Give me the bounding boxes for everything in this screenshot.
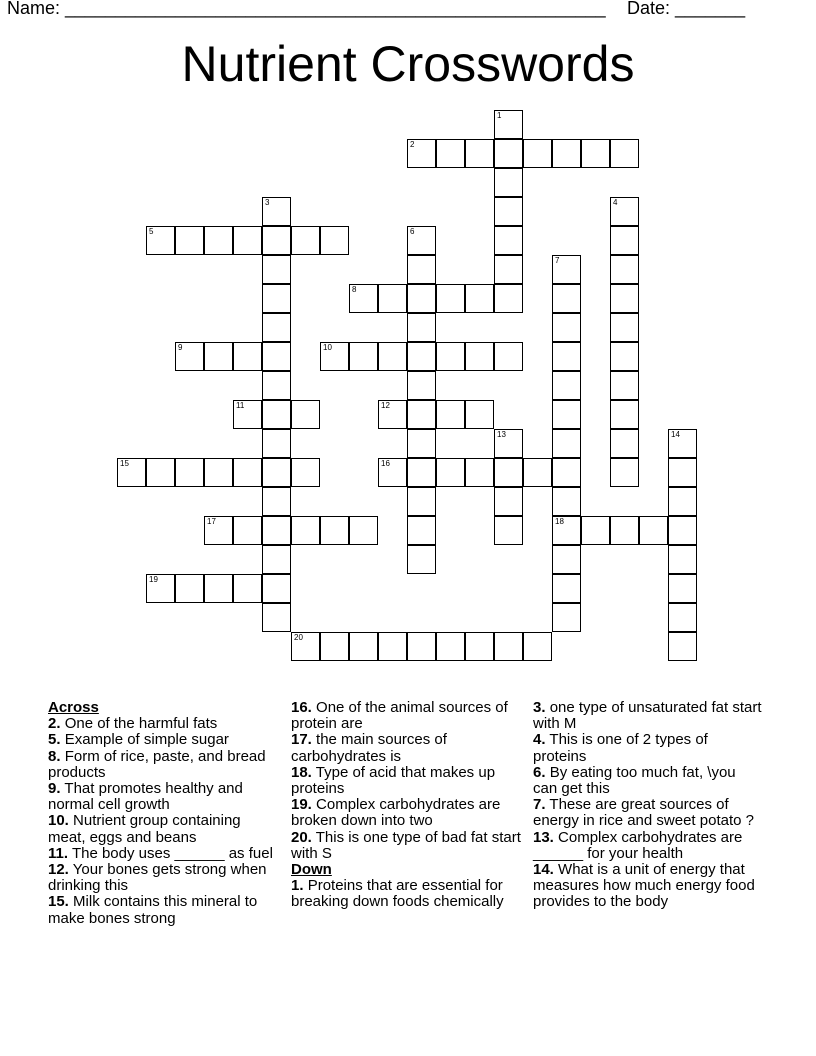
clue-across-9: 9. That promotes healthy and normal cell growth (48, 780, 243, 814)
name-label: Name: (7, 0, 61, 18)
grid-cell[interactable] (494, 139, 523, 168)
grid-cell[interactable] (610, 197, 639, 226)
grid-cell[interactable] (668, 487, 697, 516)
grid-cell[interactable] (378, 458, 407, 487)
grid-cell[interactable] (494, 516, 523, 545)
grid-cell[interactable] (291, 516, 320, 545)
grid-cell[interactable] (262, 197, 291, 226)
grid-cell[interactable] (262, 574, 291, 603)
grid-cell[interactable] (639, 516, 668, 545)
grid-cell[interactable] (494, 110, 523, 139)
cell-number: 7 (555, 256, 560, 265)
clue-across-16: 16. One of the animal sources of protein are (291, 699, 508, 733)
grid-cell[interactable] (610, 139, 639, 168)
grid-cell[interactable] (610, 429, 639, 458)
grid-cell[interactable] (552, 313, 581, 342)
grid-cell[interactable] (407, 632, 436, 661)
grid-cell[interactable] (668, 516, 697, 545)
clue-across-12: 12. Your bones gets strong when drinking this (48, 861, 267, 895)
grid-cell[interactable] (349, 284, 378, 313)
grid-cell[interactable] (407, 284, 436, 313)
cell-number: 2 (410, 140, 415, 149)
grid-cell[interactable] (378, 400, 407, 429)
grid-cell[interactable] (494, 226, 523, 255)
grid-cell[interactable] (668, 458, 697, 487)
date-blank: _______ (675, 0, 746, 18)
cell-number: 10 (323, 343, 332, 352)
grid-cell[interactable] (552, 255, 581, 284)
grid-cell[interactable] (291, 400, 320, 429)
grid-cell[interactable] (610, 342, 639, 371)
grid-cell[interactable] (407, 400, 436, 429)
cell-number: 17 (207, 517, 216, 526)
clue-across-17: 17. the main sources of carbohydrates is (291, 731, 447, 765)
cell-number: 11 (236, 401, 245, 410)
grid-cell[interactable] (233, 342, 262, 371)
grid-cell[interactable] (552, 545, 581, 574)
grid-cell[interactable] (668, 429, 697, 458)
grid-cell[interactable] (262, 342, 291, 371)
grid-cell[interactable] (494, 284, 523, 313)
clue-across-11: 11. The body uses ______ as fuel (48, 844, 273, 862)
clue-down-4: 4. This is one of 2 types of proteins (533, 731, 708, 765)
grid-cell[interactable] (320, 342, 349, 371)
cell-number: 3 (265, 198, 270, 207)
grid-cell[interactable] (407, 226, 436, 255)
cell-number: 5 (149, 227, 154, 236)
down-heading: Down (291, 861, 332, 879)
grid-cell[interactable] (204, 574, 233, 603)
grid-cell[interactable] (146, 574, 175, 603)
cell-number: 14 (671, 430, 680, 439)
grid-cell[interactable] (407, 139, 436, 168)
grid-cell[interactable] (320, 226, 349, 255)
cell-number: 9 (178, 343, 183, 352)
grid-cell[interactable] (378, 284, 407, 313)
grid-cell[interactable] (465, 139, 494, 168)
grid-cell[interactable] (552, 400, 581, 429)
grid-cell[interactable] (262, 400, 291, 429)
grid-cell[interactable] (407, 255, 436, 284)
grid-cell[interactable] (262, 458, 291, 487)
grid-cell[interactable] (581, 139, 610, 168)
clue-across-18: 18. Type of acid that makes up proteins (291, 763, 496, 798)
cell-number: 16 (381, 459, 390, 468)
clue-down-14: 14. What is a unit of energy that measures how much energy food provides to the body (533, 861, 755, 911)
grid-cell[interactable] (262, 516, 291, 545)
grid-cell[interactable] (378, 342, 407, 371)
grid-cell[interactable] (407, 342, 436, 371)
grid-cell[interactable] (610, 255, 639, 284)
grid-cell[interactable] (610, 458, 639, 487)
grid-cell[interactable] (175, 342, 204, 371)
grid-cell[interactable] (552, 516, 581, 545)
grid-cell[interactable] (262, 487, 291, 516)
grid-cell[interactable] (175, 226, 204, 255)
grid-cell[interactable] (349, 342, 378, 371)
grid-cell[interactable] (494, 487, 523, 516)
grid-cell[interactable] (465, 342, 494, 371)
cell-number: 12 (381, 401, 390, 410)
cell-number: 13 (497, 430, 506, 439)
grid-cell[interactable] (436, 284, 465, 313)
grid-cell[interactable] (494, 168, 523, 197)
cell-number: 20 (294, 633, 303, 642)
grid-cell[interactable] (349, 516, 378, 545)
clue-column-2 (291, 700, 521, 911)
grid-cell[interactable] (233, 400, 262, 429)
grid-cell[interactable] (494, 632, 523, 661)
grid-cell[interactable] (494, 429, 523, 458)
grid-cell[interactable] (523, 458, 552, 487)
grid-cell[interactable] (407, 516, 436, 545)
clue-across-10: 10. Nutrient group containing meat, eggs and beans (48, 812, 241, 846)
grid-cell[interactable] (291, 458, 320, 487)
grid-cell[interactable] (465, 400, 494, 429)
grid-cell[interactable] (320, 516, 349, 545)
grid-cell[interactable] (262, 545, 291, 574)
grid-cell[interactable] (436, 342, 465, 371)
grid-cell[interactable] (552, 139, 581, 168)
grid-cell[interactable] (523, 139, 552, 168)
grid-cell[interactable] (610, 516, 639, 545)
grid-cell[interactable] (146, 226, 175, 255)
grid-cell[interactable] (204, 226, 233, 255)
clue-down-1: 1. Proteins that are essential for breaking down foods chemically (291, 877, 504, 911)
grid-cell[interactable] (407, 545, 436, 574)
clue-down-13: 13. Complex carbohydrates are ______ for your health (533, 828, 743, 862)
grid-cell[interactable] (552, 371, 581, 400)
grid-cell[interactable] (233, 458, 262, 487)
grid-cell[interactable] (494, 458, 523, 487)
grid-cell[interactable] (407, 313, 436, 342)
cell-number: 15 (120, 459, 129, 468)
grid-cell[interactable] (465, 458, 494, 487)
grid-cell[interactable] (262, 284, 291, 313)
cell-number: 18 (555, 517, 564, 526)
across-heading: Across (48, 699, 99, 716)
grid-cell[interactable] (262, 429, 291, 458)
grid-cell[interactable] (378, 632, 407, 661)
grid-cell[interactable] (552, 458, 581, 487)
cell-number: 6 (410, 227, 415, 236)
grid-cell[interactable] (668, 545, 697, 574)
grid-cell[interactable] (668, 574, 697, 603)
cell-number: 1 (497, 111, 502, 120)
grid-cell[interactable] (407, 458, 436, 487)
grid-cell[interactable] (610, 313, 639, 342)
grid-cell[interactable] (204, 342, 233, 371)
grid-cell[interactable] (291, 226, 320, 255)
grid-cell[interactable] (262, 255, 291, 284)
clue-column-1 (48, 700, 278, 927)
grid-cell[interactable] (494, 255, 523, 284)
grid-cell[interactable] (581, 516, 610, 545)
grid-cell[interactable] (233, 574, 262, 603)
grid-cell[interactable] (262, 226, 291, 255)
clue-across-19: 19. Complex carbohydrates are broken down into two (291, 796, 501, 830)
grid-cell[interactable] (436, 139, 465, 168)
grid-cell[interactable] (465, 284, 494, 313)
clue-across-15: 15. Milk contains this mineral to make bones strong (48, 893, 258, 927)
date-label: Date: (627, 0, 671, 18)
clue-across-8: 8. Form of rice, paste, and bread products (48, 747, 266, 781)
grid-cell[interactable] (436, 400, 465, 429)
grid-cell[interactable] (117, 458, 146, 487)
grid-cell[interactable] (146, 458, 175, 487)
grid-cell[interactable] (610, 226, 639, 255)
grid-cell[interactable] (465, 632, 494, 661)
grid-cell[interactable] (552, 574, 581, 603)
grid-cell[interactable] (349, 632, 378, 661)
cell-number: 19 (149, 575, 158, 584)
clue-across-5: 5. Example of simple sugar (48, 731, 229, 749)
grid-cell[interactable] (552, 284, 581, 313)
grid-cell[interactable] (407, 487, 436, 516)
grid-cell[interactable] (407, 429, 436, 458)
grid-cell[interactable] (668, 632, 697, 661)
grid-cell[interactable] (175, 458, 204, 487)
grid-cell[interactable] (407, 371, 436, 400)
grid-cell[interactable] (262, 313, 291, 342)
grid-cell[interactable] (494, 342, 523, 371)
grid-cell[interactable] (552, 429, 581, 458)
page-title: Nutrient Crosswords (181, 36, 635, 92)
grid-cell[interactable] (610, 284, 639, 313)
grid-cell[interactable] (320, 632, 349, 661)
grid-cell[interactable] (552, 487, 581, 516)
cell-number: 8 (352, 285, 357, 294)
clue-down-3: 3. one type of unsaturated fat start with M (533, 699, 762, 733)
grid-cell[interactable] (436, 632, 465, 661)
grid-cell[interactable] (291, 632, 320, 661)
grid-cell[interactable] (175, 574, 204, 603)
grid-cell[interactable] (262, 371, 291, 400)
clue-across-2: 2. One of the harmful fats (48, 715, 218, 733)
grid-cell[interactable] (204, 516, 233, 545)
clue-down-7: 7. These are great sources of energy in rice and sweet potato ? (533, 796, 754, 830)
grid-cell[interactable] (204, 458, 233, 487)
grid-cell[interactable] (610, 371, 639, 400)
grid-cell[interactable] (494, 197, 523, 226)
grid-cell[interactable] (552, 603, 581, 632)
grid-cell[interactable] (436, 458, 465, 487)
clue-across-20: 20. This is one type of bad fat start with S (291, 828, 521, 862)
name-blank: ______________________________________________________ (65, 0, 606, 18)
clue-column-3 (533, 700, 763, 911)
grid-cell[interactable] (233, 516, 262, 545)
grid-cell[interactable] (668, 603, 697, 632)
clue-down-6: 6. By eating too much fat, \you can get this (533, 763, 736, 798)
grid-cell[interactable] (233, 226, 262, 255)
cell-number: 4 (613, 198, 618, 207)
grid-cell[interactable] (523, 632, 552, 661)
grid-cell[interactable] (610, 400, 639, 429)
grid-cell[interactable] (262, 603, 291, 632)
grid-cell[interactable] (552, 342, 581, 371)
